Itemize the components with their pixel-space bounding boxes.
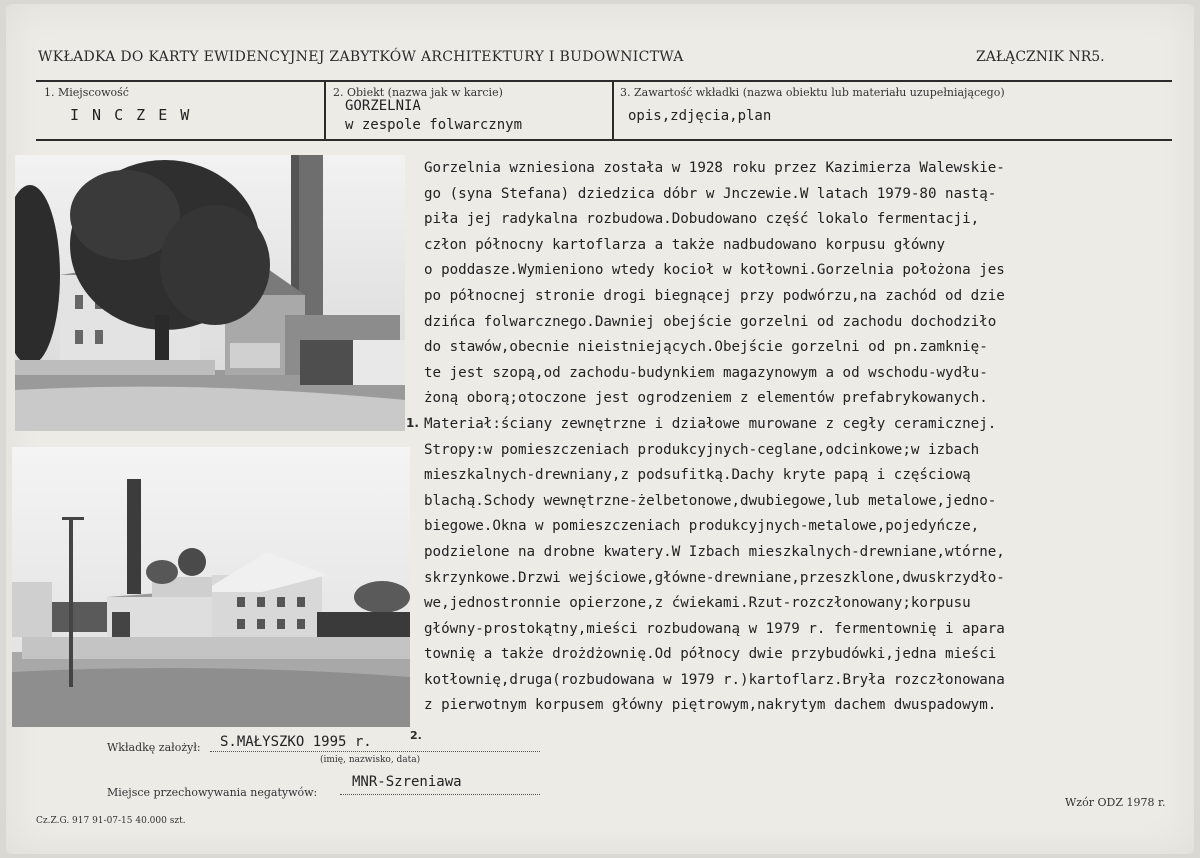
description-line: do stawów,obecnie nieistniejących.Obejście gorzelni od pn.zamknię- [424, 339, 988, 356]
description-line: żoną oborą;otoczone jest ogrodzeniem z elementów prefabrykowanych. [424, 390, 988, 407]
photo-1-image [15, 155, 405, 431]
description-line: we,jednostronnie opierzone,z ćwiekami.Rzut-rozczłonowany;korpusu [424, 595, 971, 612]
description-line: skrzynkowe.Drzwi wejściowe,główne-drewniane,przeszklone,dwuskrzydło- [424, 569, 1005, 586]
print-code: Cz.Z.G. 917 91-07-15 40.000 szt. [36, 816, 186, 826]
negatives-value: MNR-Szreniawa [352, 774, 462, 790]
created-by-line [210, 751, 540, 752]
description-line: blachą.Schody wewnętrzne-żelbetonowe,dwubiegowe,lub metalowe,jedno- [424, 492, 997, 509]
annex-number: ZAŁĄCZNIK NR5. [976, 49, 1105, 65]
description-line: piła jej radykalna rozbudowa.Dobudowano część lokalo fermentacji, [424, 211, 980, 228]
form-title: WKŁADKA DO KARTY EWIDENCYJNEJ ZABYTKÓW ARCHITEKTURY I BUDOWNICTWA [38, 49, 684, 65]
photo-2 [12, 447, 410, 727]
description-line: Gorzelnia wzniesiona została w 1928 roku przez Kazimierza Walewskie- [424, 160, 1005, 176]
photo-1 [15, 155, 405, 431]
description-line: podzielone na drobne kwatery.W Izbach mieszkalnych-drewniane,wtórne, [424, 543, 1005, 560]
photo-1-number: 1. [406, 416, 419, 430]
created-by-label: Wkładkę założył: [107, 741, 201, 754]
object-label: 2. Obiekt (nazwa jak w karcie) [333, 86, 503, 99]
description-line: townię a także drożdżownię.Od północy dwie przybudówki,jedna mieści [424, 646, 997, 663]
field-divider-1 [324, 82, 326, 140]
photo-2-image [12, 447, 410, 727]
contents-label: 3. Zawartość wkładki (nazwa obiektu lub materiału uzupełniającego) [620, 86, 1005, 99]
locality-label: 1. Miejscowość [44, 86, 129, 99]
description-line: te jest szopą,od zachodu-budynkiem magazynowym a od wschodu-wydłu- [424, 364, 988, 381]
description-text [424, 156, 1136, 719]
header-rule-bottom [36, 139, 1172, 141]
contents-value: opis,zdjęcia,plan [628, 108, 772, 124]
description-line: Stropy:w pomieszczeniach produkcyjnych-ceglane,odcinkowe;w izbach [424, 441, 980, 458]
description-line: dzińca folwarcznego.Dawniej obejście gorzelni od zachodu dochodziło [424, 313, 997, 330]
created-by-value: S.MAŁYSZKO 1995 r. [220, 734, 372, 750]
description-line: kotłownię,druga(rozbudowana w 1979 r.)kartoflarz.Bryła rozczłonowana [424, 671, 1005, 688]
description-line: mieszkalnych-drewniany,z podsufitką.Dachy kryte papą i częściową [424, 467, 971, 484]
negatives-line [340, 794, 540, 795]
description-line: z pierwotnym korpusem główny piętrowym,nakrytym dachem dwuspadowym. [424, 697, 997, 714]
description-line: po północnej stronie drogi biegnącej przy podwórzu,na zachód od dzie [424, 287, 1005, 304]
description-line: biegowe.Okna w pomieszczeniach produkcyjnych-metalowe,pojedyńcze, [424, 518, 980, 535]
object-value-line2: w zespole folwarcznym [345, 117, 523, 133]
negatives-label: Miejsce przechowywania negatywów: [107, 786, 318, 799]
description-line: o poddasze.Wymieniono wtedy kocioł w kotłowni.Gorzelnia położona jes [424, 262, 1005, 279]
description-line: go (syna Stefana) dziedzica dóbr w Jnczewie.W latach 1979-80 nastą- [424, 185, 997, 202]
header-rule-top [36, 80, 1172, 82]
form-pattern: Wzór ODZ 1978 r. [1065, 796, 1166, 809]
description-line: główny-prostokątny,mieści rozbudowaną w 1979 r. fermentownię i apara [424, 620, 1005, 637]
locality-value: I N C Z E W [70, 106, 192, 124]
photo-2-number: 2. [410, 729, 422, 742]
object-value-line1: GORZELNIA [345, 98, 421, 114]
description-line: człon północny kartoflarza a także nadbudowano korpusu główny [424, 236, 946, 253]
created-by-hint: (imię, nazwisko, data) [320, 755, 421, 765]
field-divider-2 [612, 82, 614, 140]
description-line: Materiał:ściany zewnętrzne i działowe murowane z cegły ceramicznej. [424, 415, 997, 432]
